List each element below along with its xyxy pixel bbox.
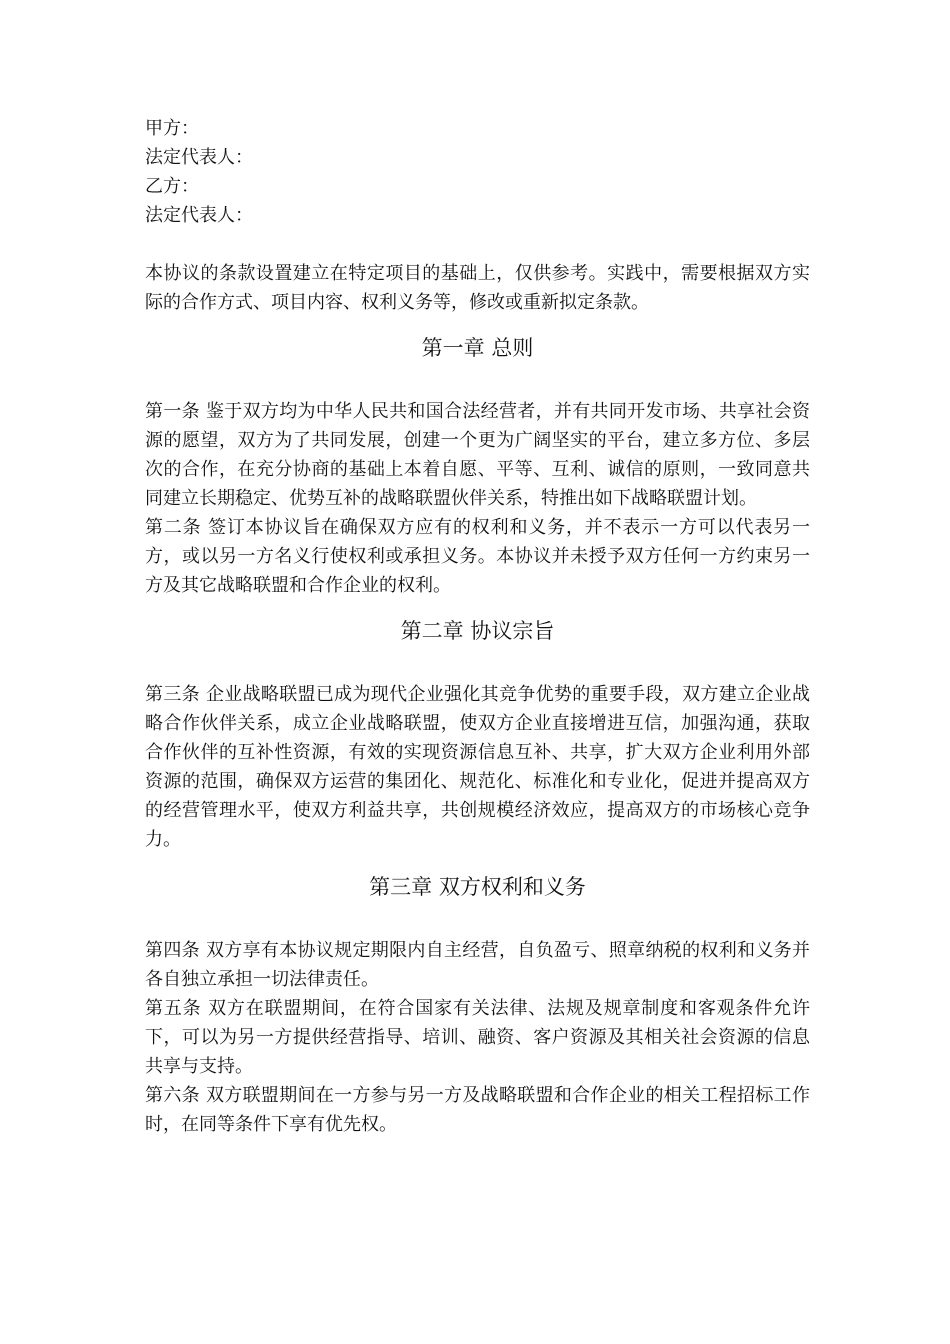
- article-1: 第一条 鉴于双方均为中华人民共和国合法经营者，并有共同开发市场、共享社会资源的愿望，双方为了共同发展，创建一个更为广阔坚实的平台，建立多方位、多层次的合作，在充分协商的基础上本着自愿、平等、互利、诚信的原则，一致同意共同建立长期稳定、优势互补的战略联盟伙伴关系，特推出如下战略联盟计划。: [145, 401, 810, 509]
- article-2: 第二条 签订本协议旨在确保双方应有的权利和义务，并不表示一方可以代表另一方，或以另一方名义行使权利或承担义务。本协议并未授予双方任何一方约束另一方及其它战略联盟和合作企业的权利。: [145, 517, 810, 596]
- party-a-rep-label: 法定代表人：: [145, 147, 253, 168]
- party-b-rep-line: [145, 201, 810, 230]
- article-6: 第六条 双方联盟期间在一方参与另一方及战略联盟和合作企业的相关工程招标工作时，在同等条件下享有优先权。: [145, 1085, 810, 1135]
- chapter-3-title: 第三章 双方权利和义务: [369, 875, 586, 899]
- blank-line: [145, 230, 810, 259]
- party-a-label: 甲方：: [145, 118, 199, 139]
- party-b-rep-label: 法定代表人：: [145, 205, 253, 226]
- party-a-line: [145, 114, 810, 143]
- article-4: 第四条 双方享有本协议规定期限内自主经营，自负盈亏、照章纳税的权利和义务并各自独立承担一切法律责任。: [145, 940, 810, 990]
- document-page: [145, 114, 810, 1139]
- chapter-1-title: 第一章 总则: [421, 336, 534, 360]
- party-b-label: 乙方：: [145, 176, 199, 197]
- chapter-2-title: 第二章 协议宗旨: [400, 619, 555, 643]
- article-3: 第三条 企业战略联盟已成为现代企业强化其竞争优势的重要手段，双方建立企业战略合作伙伴关系，成立企业战略联盟，使双方企业直接增进互信，加强沟通，获取合作伙伴的互补性资源，有效的实现资源信息互补、共享，扩大双方企业利用外部资源的范围，确保双方运营的集团化、规范化、标准化和专业化，促进并提高双方的经营管理水平，使双方利益共享，共创规模经济效应，提高双方的市场核心竞争力。: [145, 684, 810, 850]
- party-b-line: [145, 172, 810, 201]
- article-5: 第五条 双方在联盟期间，在符合国家有关法律、法规及规章制度和客观条件允许下，可以为另一方提供经营指导、培训、融资、客户资源及其相关社会资源的信息共享与支持。: [145, 998, 810, 1077]
- reference-notice: 本协议的条款设置建立在特定项目的基础上，仅供参考。实践中，需要根据双方实际的合作方式、项目内容、权利义务等，修改或重新拟定条款。: [145, 263, 810, 313]
- party-a-rep-line: [145, 143, 810, 172]
